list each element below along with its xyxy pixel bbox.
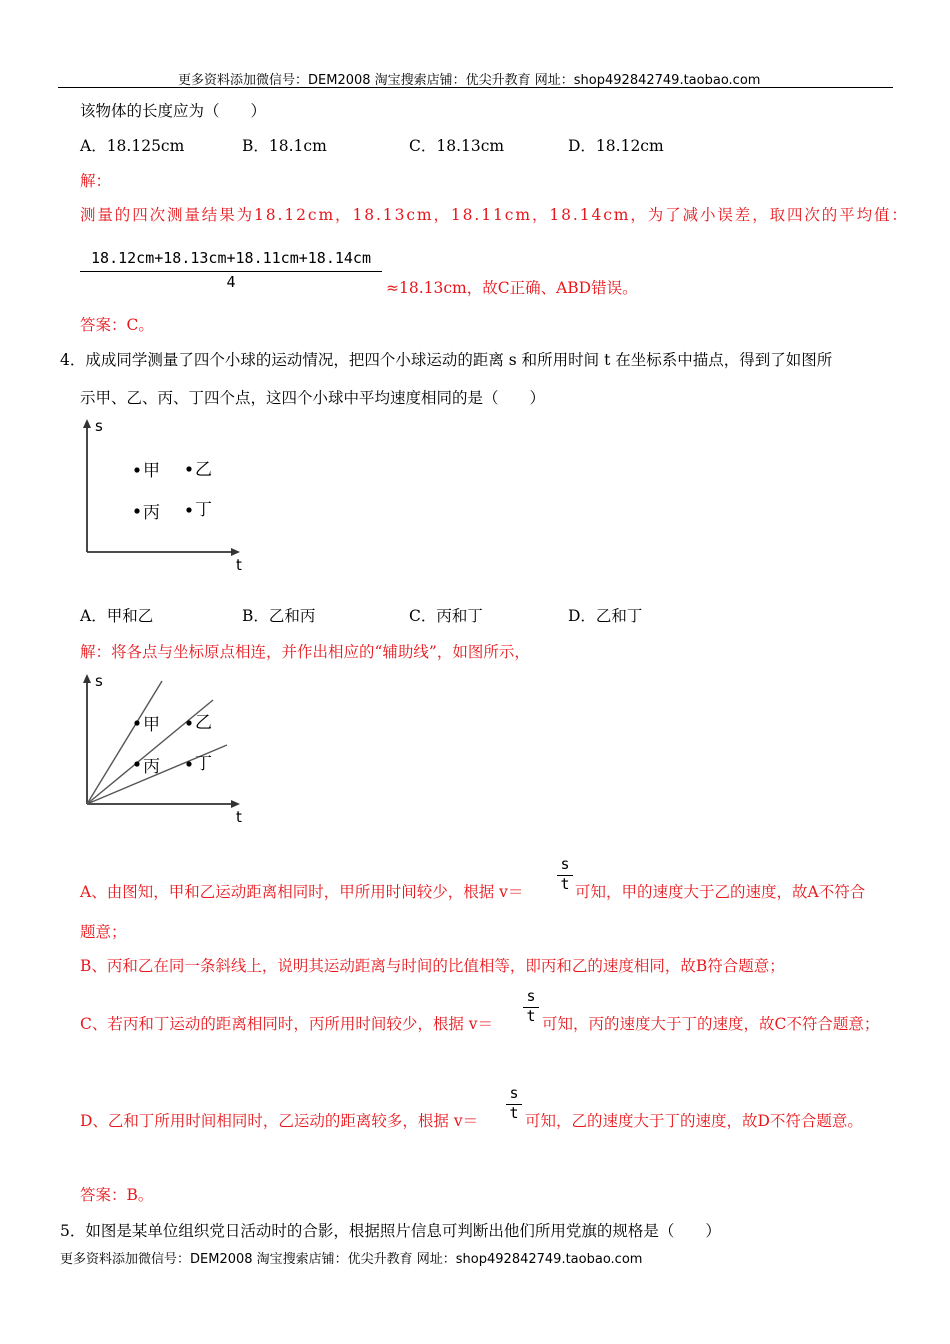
point-ding xyxy=(186,761,191,766)
q4-option-b: B．乙和丙 xyxy=(242,607,316,625)
s-axis-arrow xyxy=(83,419,91,428)
a-fraction-t: t xyxy=(560,875,570,893)
point-ding-label: 丁 xyxy=(195,754,212,774)
q3-option-c: C．18.13cm xyxy=(409,137,505,155)
t-axis-arrow xyxy=(231,548,240,556)
q4-option-a: A．甲和乙 xyxy=(80,607,154,625)
s-axis-label: s xyxy=(95,417,103,435)
q4-option-d: D．乙和丁 xyxy=(568,607,643,625)
q3-fraction-denominator: 4 xyxy=(226,273,236,291)
q4-analysis-c-start: C、若丙和丁运动的距离相同时，丙所用时间较少，根据 v＝ xyxy=(80,1015,494,1033)
point-jia-label: 甲 xyxy=(143,715,160,735)
q4-stem-line1: 4．成成同学测量了四个小球的运动情况，把四个小球运动的距离 s 和所用时间 t 在坐标系中描点，得到了如图所 xyxy=(60,351,833,369)
c-fraction-s: s xyxy=(526,987,536,1005)
point-jia xyxy=(134,467,139,472)
q4-stem-line2: 示甲、乙、丙、丁四个点，这四个小球中平均速度相同的是（ ） xyxy=(80,389,546,407)
q3-option-a: A．18.125cm xyxy=(80,137,185,155)
q3-option-d: D．18.12cm xyxy=(568,137,664,155)
point-ding xyxy=(186,507,191,512)
q3-fraction-numerator: 18.12cm+18.13cm+18.11cm+18.14cm xyxy=(91,249,371,267)
q3-solution-label: 解： xyxy=(80,172,112,190)
q3-solution-line: 测量的四次测量结果为18.12cm，18.13cm，18.11cm，18.14cm，为了减小误差，取四次的平均值： xyxy=(80,206,909,224)
t-axis-arrow xyxy=(231,800,240,808)
q4-analysis-a-start: A、由图知，甲和乙运动距离相同时，甲所用时间较少，根据 v＝ xyxy=(80,883,524,901)
q4-analysis-d-start: D、乙和丁所用时间相同时，乙运动的距离较多，根据 v＝ xyxy=(80,1112,479,1130)
q3-fraction-bar xyxy=(80,271,382,272)
auxiliary-line-jia xyxy=(87,681,162,804)
q4-solution-graph xyxy=(70,668,260,833)
point-bing-label: 丙 xyxy=(143,503,160,523)
s-axis-arrow xyxy=(83,674,91,683)
q4-answer: 答案：B。 xyxy=(80,1186,154,1204)
point-yi-label: 乙 xyxy=(195,713,212,733)
t-axis-label: t xyxy=(236,556,242,574)
q4-solution-intro: 解：将各点与坐标原点相连，并作出相应的“辅助线”，如图所示， xyxy=(80,643,530,661)
q3-answer: 答案：C。 xyxy=(80,316,154,334)
point-jia-label: 甲 xyxy=(143,461,160,481)
point-yi xyxy=(186,720,191,725)
header-rule xyxy=(58,87,893,88)
point-yi-label: 乙 xyxy=(195,460,212,480)
d-fraction-s: s xyxy=(509,1084,519,1102)
c-fraction-t: t xyxy=(526,1007,536,1025)
q4-graph xyxy=(70,415,260,580)
point-jia xyxy=(134,720,139,725)
t-axis-label: t xyxy=(236,808,242,826)
d-fraction-t: t xyxy=(509,1104,519,1122)
q4-analysis-b: B、丙和乙在同一条斜线上，说明其运动距离与时间的比值相等，即丙和乙的速度相同，故B符合题意； xyxy=(80,957,785,975)
q4-analysis-c-end: 可知，丙的速度大于丁的速度，故C不符合题意； xyxy=(542,1015,880,1033)
q4-analysis-d-end: 可知，乙的速度大于丁的速度，故D不符合题意。 xyxy=(525,1112,863,1130)
page-footer: 更多资料添加微信号：DEM2008 淘宝搜索店铺：优尖升教育 网址：shop492842749.taobao.com xyxy=(60,1252,643,1267)
point-ding-label: 丁 xyxy=(195,500,212,520)
q4-analysis-a-end: 可知，甲的速度大于乙的速度，故A不符合 xyxy=(575,883,866,901)
q3-solution-result: ≈18.13cm，故C正确、ABD错误。 xyxy=(386,279,638,297)
q3-stem-tail: 该物体的长度应为（ ） xyxy=(80,102,267,120)
q3-option-b: B．18.1cm xyxy=(242,137,327,155)
point-bing-label: 丙 xyxy=(143,757,160,777)
point-bing xyxy=(134,508,139,513)
point-bing xyxy=(134,761,139,766)
q4-option-c: C．丙和丁 xyxy=(409,607,483,625)
s-axis-label: s xyxy=(95,672,103,690)
a-fraction-s: s xyxy=(560,855,570,873)
q4-analysis-a-wrap: 题意； xyxy=(80,923,127,941)
q5-stem-line1: 5．如图是某单位组织党日活动时的合影，根据照片信息可判断出他们所用党旗的规格是（ ） xyxy=(60,1222,721,1240)
page-header: 更多资料添加微信号：DEM2008 淘宝搜索店铺：优尖升教育 网址：shop492842749.taobao.com xyxy=(178,73,761,88)
point-yi xyxy=(186,466,191,471)
